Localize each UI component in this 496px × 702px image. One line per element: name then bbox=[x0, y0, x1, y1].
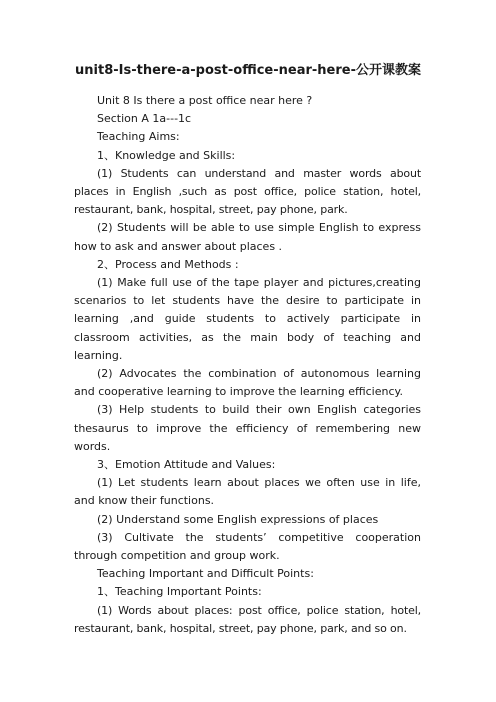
process-item-2: (2) Advocates the combination of autonomous learning and cooperative learning to improve the learning efficiency. bbox=[74, 367, 421, 399]
emotion-item-1: (1) Let students learn about places we often use in life, and know their functions. bbox=[74, 476, 421, 508]
knowledge-item-1: (1) Students can understand and master words about places in English ,such as post office, police station, hotel, restaurant, bank, hospital, street, pay phone, park. bbox=[74, 166, 421, 217]
document-body bbox=[74, 92, 421, 638]
emotion-values-heading: 3、Emotion Attitude and Values: bbox=[97, 458, 276, 472]
important-item-1: (1) Words about places: post office, police station, hotel, restaurant, bank, hospital, street, pay phone, park, and so on. bbox=[74, 603, 421, 635]
important-difficult-heading: Teaching Important and Difficult Points: bbox=[97, 567, 314, 581]
process-item-3: (3) Help students to build their own English categories thesaurus to improve the efficiency of remembering new words. bbox=[74, 403, 421, 453]
process-item-1: (1) Make full use of the tape player and pictures,creating scenarios to let students have the desire to participate in learning ,and guide students to actively participate in classroom activities, as the main body of teaching and learning. bbox=[74, 276, 421, 362]
section-heading: Section A 1a---1c bbox=[97, 112, 192, 126]
teaching-aims-heading: Teaching Aims: bbox=[97, 130, 180, 144]
unit-heading: Unit 8 Is there a post office near here ? bbox=[97, 94, 313, 107]
knowledge-item-2: (2) Students will be able to use simple English to express how to ask and answer about places . bbox=[74, 221, 421, 253]
emotion-item-3: (3) Cultivate the students’ competitive cooperation through competition and group work. bbox=[74, 530, 421, 563]
emotion-item-2: (2) Understand some English expressions of places bbox=[97, 512, 379, 526]
process-methods-heading: 2、Process and Methods : bbox=[97, 257, 239, 271]
important-points-heading: 1、Teaching Important Points: bbox=[97, 585, 262, 599]
knowledge-skills-heading: 1、Knowledge and Skills: bbox=[97, 148, 236, 162]
document-title: unit8-Is-there-a-post-office-near-here-公开课教案 bbox=[75, 63, 421, 78]
